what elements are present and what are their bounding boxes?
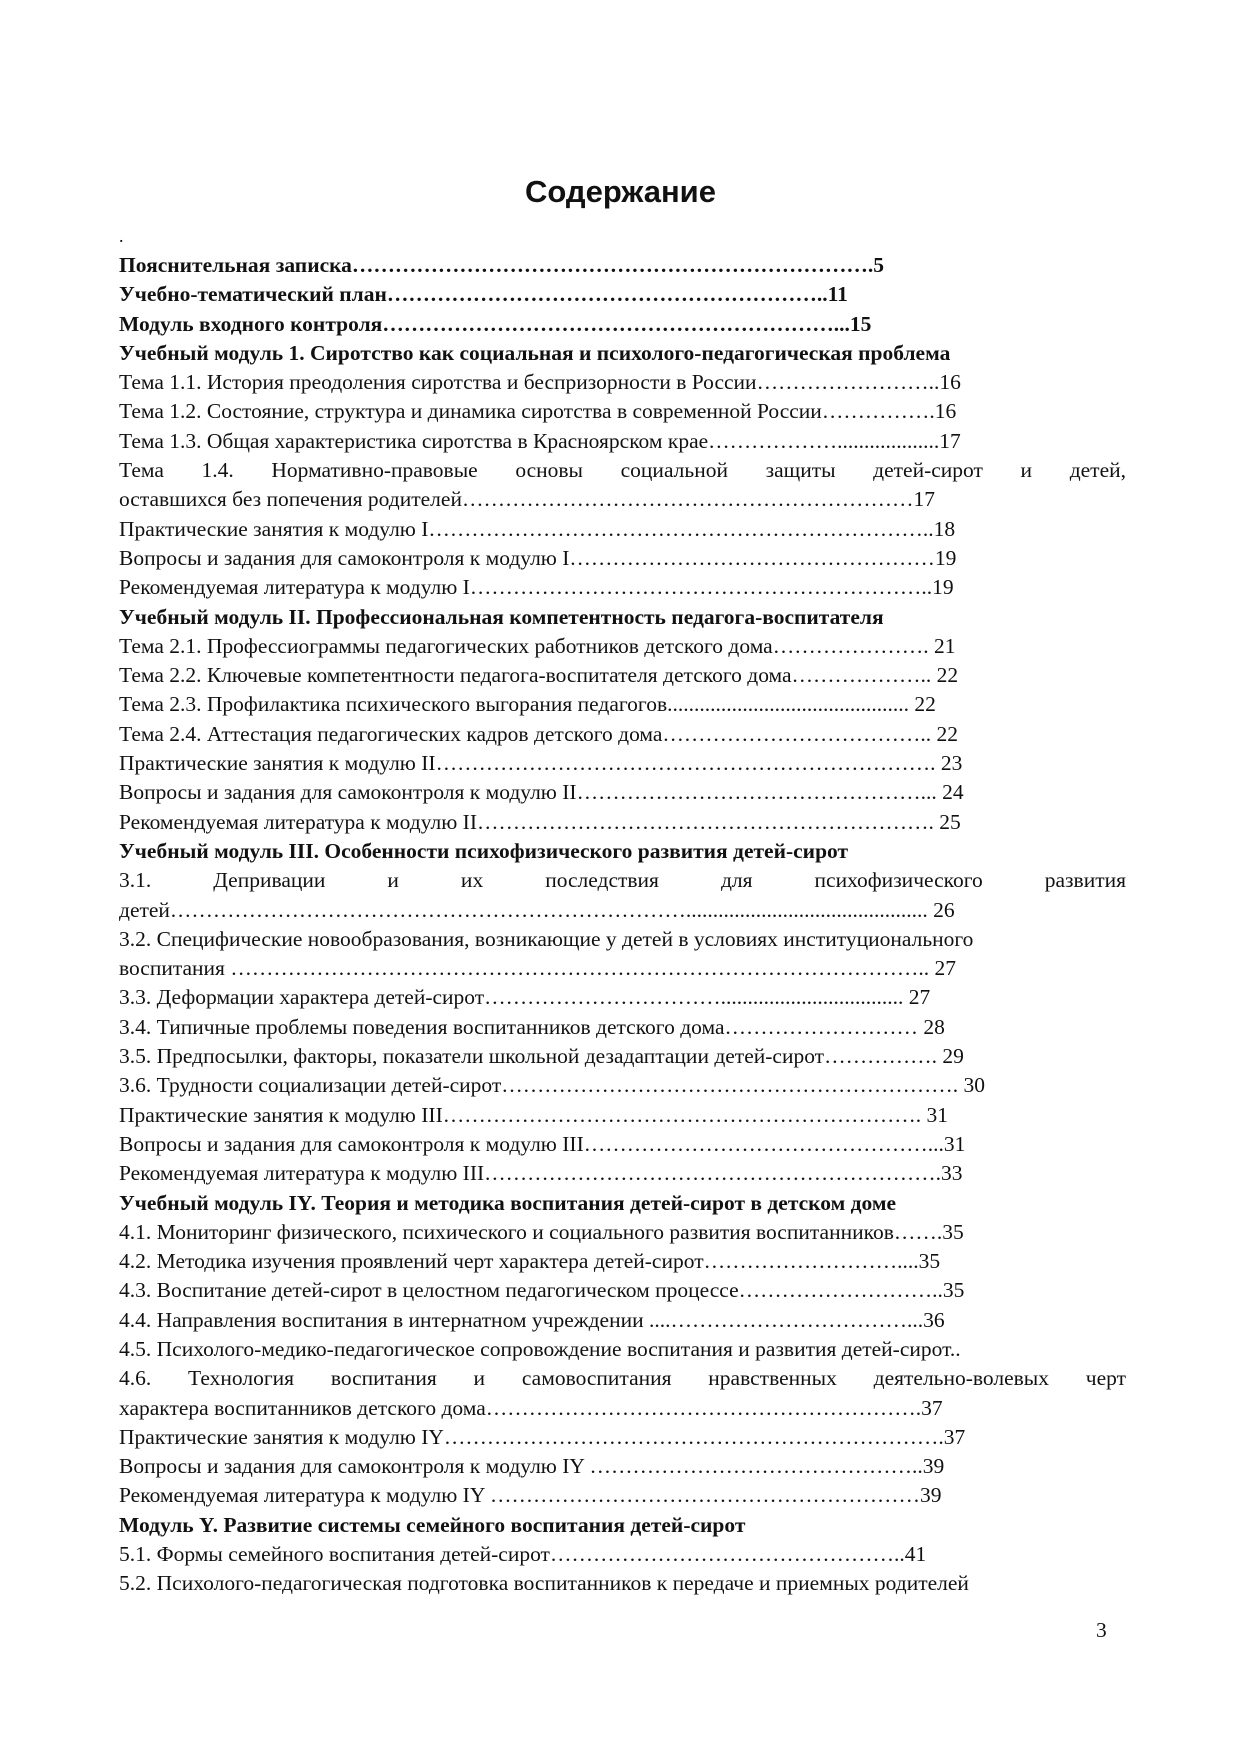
toc-entry: Тема 2.4. Аттестация педагогических кадров детского дома……………………………….. 22 xyxy=(119,721,959,746)
toc-entry: Вопросы и задания для самоконтроля к модулю I……………………………………………19 xyxy=(119,545,957,570)
toc-entry: Практические занятия к модулю I……………………………………………………………..18 xyxy=(119,516,956,541)
toc-entry: 3.6. Трудности социализации детей-сирот………………………………………………………. 30 xyxy=(119,1073,986,1098)
toc-entry: 3.2. Специфические новообразования, возникающие у детей в условиях институционального xyxy=(119,926,974,951)
toc-entry: Тема 1.1. История преодоления сиротства и беспризорности в России……………………..16 xyxy=(119,370,961,395)
toc-entry: 3.4. Типичные проблемы поведения воспитанников детского дома……………………… 28 xyxy=(119,1014,945,1039)
toc-entry: 4.4. Направления воспитания в интернатном учреждении ....……………………………...36 xyxy=(119,1307,945,1332)
toc-entry: 4.2. Методика изучения проявлений черт характера детей-сирот………………………....35 xyxy=(119,1249,941,1274)
toc-entry: Вопросы и задания для самоконтроля к модулю II…………………………………………... 24 xyxy=(119,780,964,805)
toc-entry: 5.2. Психолого-педагогическая подготовка воспитанников к передаче и приемных родителей xyxy=(119,1571,969,1596)
toc-entry: 3.3. Деформации характера детей-сирот…………………………….................................. 27 xyxy=(119,985,931,1010)
toc-section-heading: Учебный модуль II. Профессиональная компетентность педагога-воспитателя xyxy=(119,604,884,629)
toc-entry: Практические занятия к модулю II……………………………………………………………. 23 xyxy=(119,751,963,776)
toc-entry: Тема 2.3. Профилактика психического выгорания педагогов............................................. 22 xyxy=(119,692,936,717)
page-title: Содержание xyxy=(525,174,716,209)
table-of-contents xyxy=(119,251,1126,1599)
toc-entry: Вопросы и задания для самоконтроля к модулю IY ………………………………………..39 xyxy=(119,1454,945,1479)
toc-section-heading: Учебный модуль III. Особенности психофизического развития детей-сирот xyxy=(119,838,849,863)
toc-section-heading: Учебный модуль 1. Сиротство как социальная и психолого-педагогическая проблема xyxy=(119,340,951,365)
toc-entry: 4.1. Мониторинг физического, психического и социального развития воспитанников…….35 xyxy=(119,1219,964,1244)
toc-section-heading: Модуль входного контроля………………………………………………………...15 xyxy=(119,311,872,336)
toc-entry: 4.3. Воспитание детей-сирот в целостном педагогическом процессе………………………..35 xyxy=(119,1278,965,1303)
toc-entry: Рекомендуемая литература к модулю III……………………………………………………….33 xyxy=(119,1161,963,1186)
toc-entry: воспитания …………………………………………………………………………………….. 27 xyxy=(119,956,956,981)
toc-entry: Рекомендуемая литература к модулю IY ……………………………………………………39 xyxy=(119,1483,942,1508)
toc-entry: Тема 1.2. Состояние, структура и динамика сиротства в современной России…………….16 xyxy=(119,399,957,424)
toc-entry: Рекомендуемая литература к модулю II………………………………………………………. 25 xyxy=(119,809,961,834)
toc-section-heading: Учебно-тематический план……………………………………………………..11 xyxy=(119,282,848,307)
toc-entry: Тема 1.3. Общая характеристика сиротства в Красноярском крае………………...................17 xyxy=(119,428,961,453)
toc-entry: 3.5. Предпосылки, факторы, показатели школьной дезадаптации детей-сирот……………. 29 xyxy=(119,1044,964,1069)
toc-entry: детей………………………………………………………………............................................. 26 xyxy=(119,897,955,922)
toc-section-heading: Модуль Y. Развитие системы семейного воспитания детей-сирот xyxy=(119,1512,746,1537)
toc-section-heading: Учебный модуль IY. Теория и методика воспитания детей-сирот в детском доме xyxy=(119,1190,897,1215)
toc-entry: характера воспитанников детского дома…………………………………………………….37 xyxy=(119,1395,943,1420)
toc-entry: 3.1. Депривации и их последствия для психофизического развития xyxy=(119,868,1126,893)
toc-entry: оставшихся без попечения родителей………………………………………………………17 xyxy=(119,487,935,512)
page-number: 3 xyxy=(1096,1618,1107,1642)
toc-entry: Практические занятия к модулю III…………………………………………………………. 31 xyxy=(119,1102,948,1127)
toc-entry: Практические занятия к модулю IY…………………………………………………………….37 xyxy=(119,1424,966,1449)
toc-entry: Тема 1.4. Нормативно-правовые основы социальной защиты детей-сирот и детей, xyxy=(119,458,1126,483)
stray-mark: . xyxy=(119,226,124,246)
toc-entry: Рекомендуемая литература к модулю I………………………………………………………..19 xyxy=(119,575,954,600)
toc-entry: Вопросы и задания для самоконтроля к модулю III…………………………………………...31 xyxy=(119,1131,966,1156)
toc-entry: 4.6. Технология воспитания и самовоспитания нравственных деятельно-волевых черт xyxy=(119,1366,1126,1391)
toc-entry: 4.5. Психолого-медико-педагогическое сопровождение воспитания и развития детей-сирот.. xyxy=(119,1336,961,1361)
toc-section-heading: Пояснительная записка……………………………………………………………….5 xyxy=(119,253,885,277)
toc-entry: Тема 2.2. Ключевые компетентности педагога-воспитателя детского дома……………….. 22 xyxy=(119,663,959,688)
toc-entry: 5.1. Формы семейного воспитания детей-сирот…………………………………………..41 xyxy=(119,1542,927,1567)
toc-entry: Тема 2.1. Профессиограммы педагогических работников детского дома…………………. 21 xyxy=(119,633,956,658)
